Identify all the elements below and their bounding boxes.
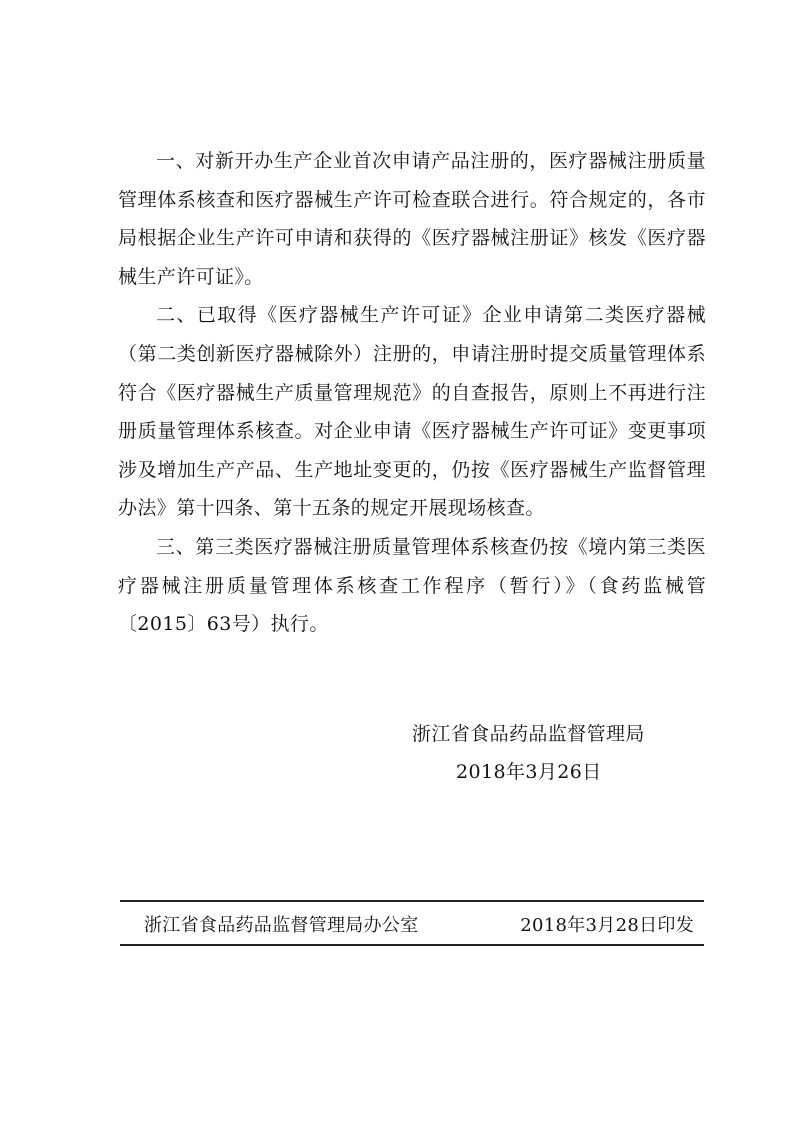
signature-block xyxy=(400,715,680,791)
print-footer xyxy=(120,900,704,946)
signature-date: 2018年3月26日 xyxy=(456,761,602,783)
footer-print-date: 2018年3月28日印发 xyxy=(520,915,694,936)
footer-issuer: 浙江省食品药品监督管理局办公室 xyxy=(144,915,419,936)
paragraph-2: 二、已取得《医疗器械生产许可证》企业申请第二类医疗器械（第二类创新医疗器械除外）注册的，申请注册时提交质量管理体系符合《医疗器械生产质量管理规范》的自查报告，原则上不再进行注册质量管理体系核查。对企业申请《医疗器械生产许可证》变更事项涉及增加生产产品、生产地址变更的，仍按《医疗器械生产监督管理办法》第十四条、第十五条的规定开展现场核查。 xyxy=(118,304,706,520)
paragraph-1: 一、对新开办生产企业首次申请产品注册的，医疗器械注册质量管理体系核查和医疗器械生产许可检查联合进行。符合规定的，各市局根据企业生产许可申请和获得的《医疗器械注册证》核发《医疗器械生产许可证》。 xyxy=(118,150,706,288)
paragraph-3: 三、第三类医疗器械注册质量管理体系核查仍按《境内第三类医疗器械注册质量管理体系核查工作程序（暂行）》（食药监械管〔2015〕63号）执行。 xyxy=(118,535,706,636)
document-body xyxy=(118,142,706,644)
signature-organization: 浙江省食品药品监督管理局 xyxy=(412,723,645,745)
